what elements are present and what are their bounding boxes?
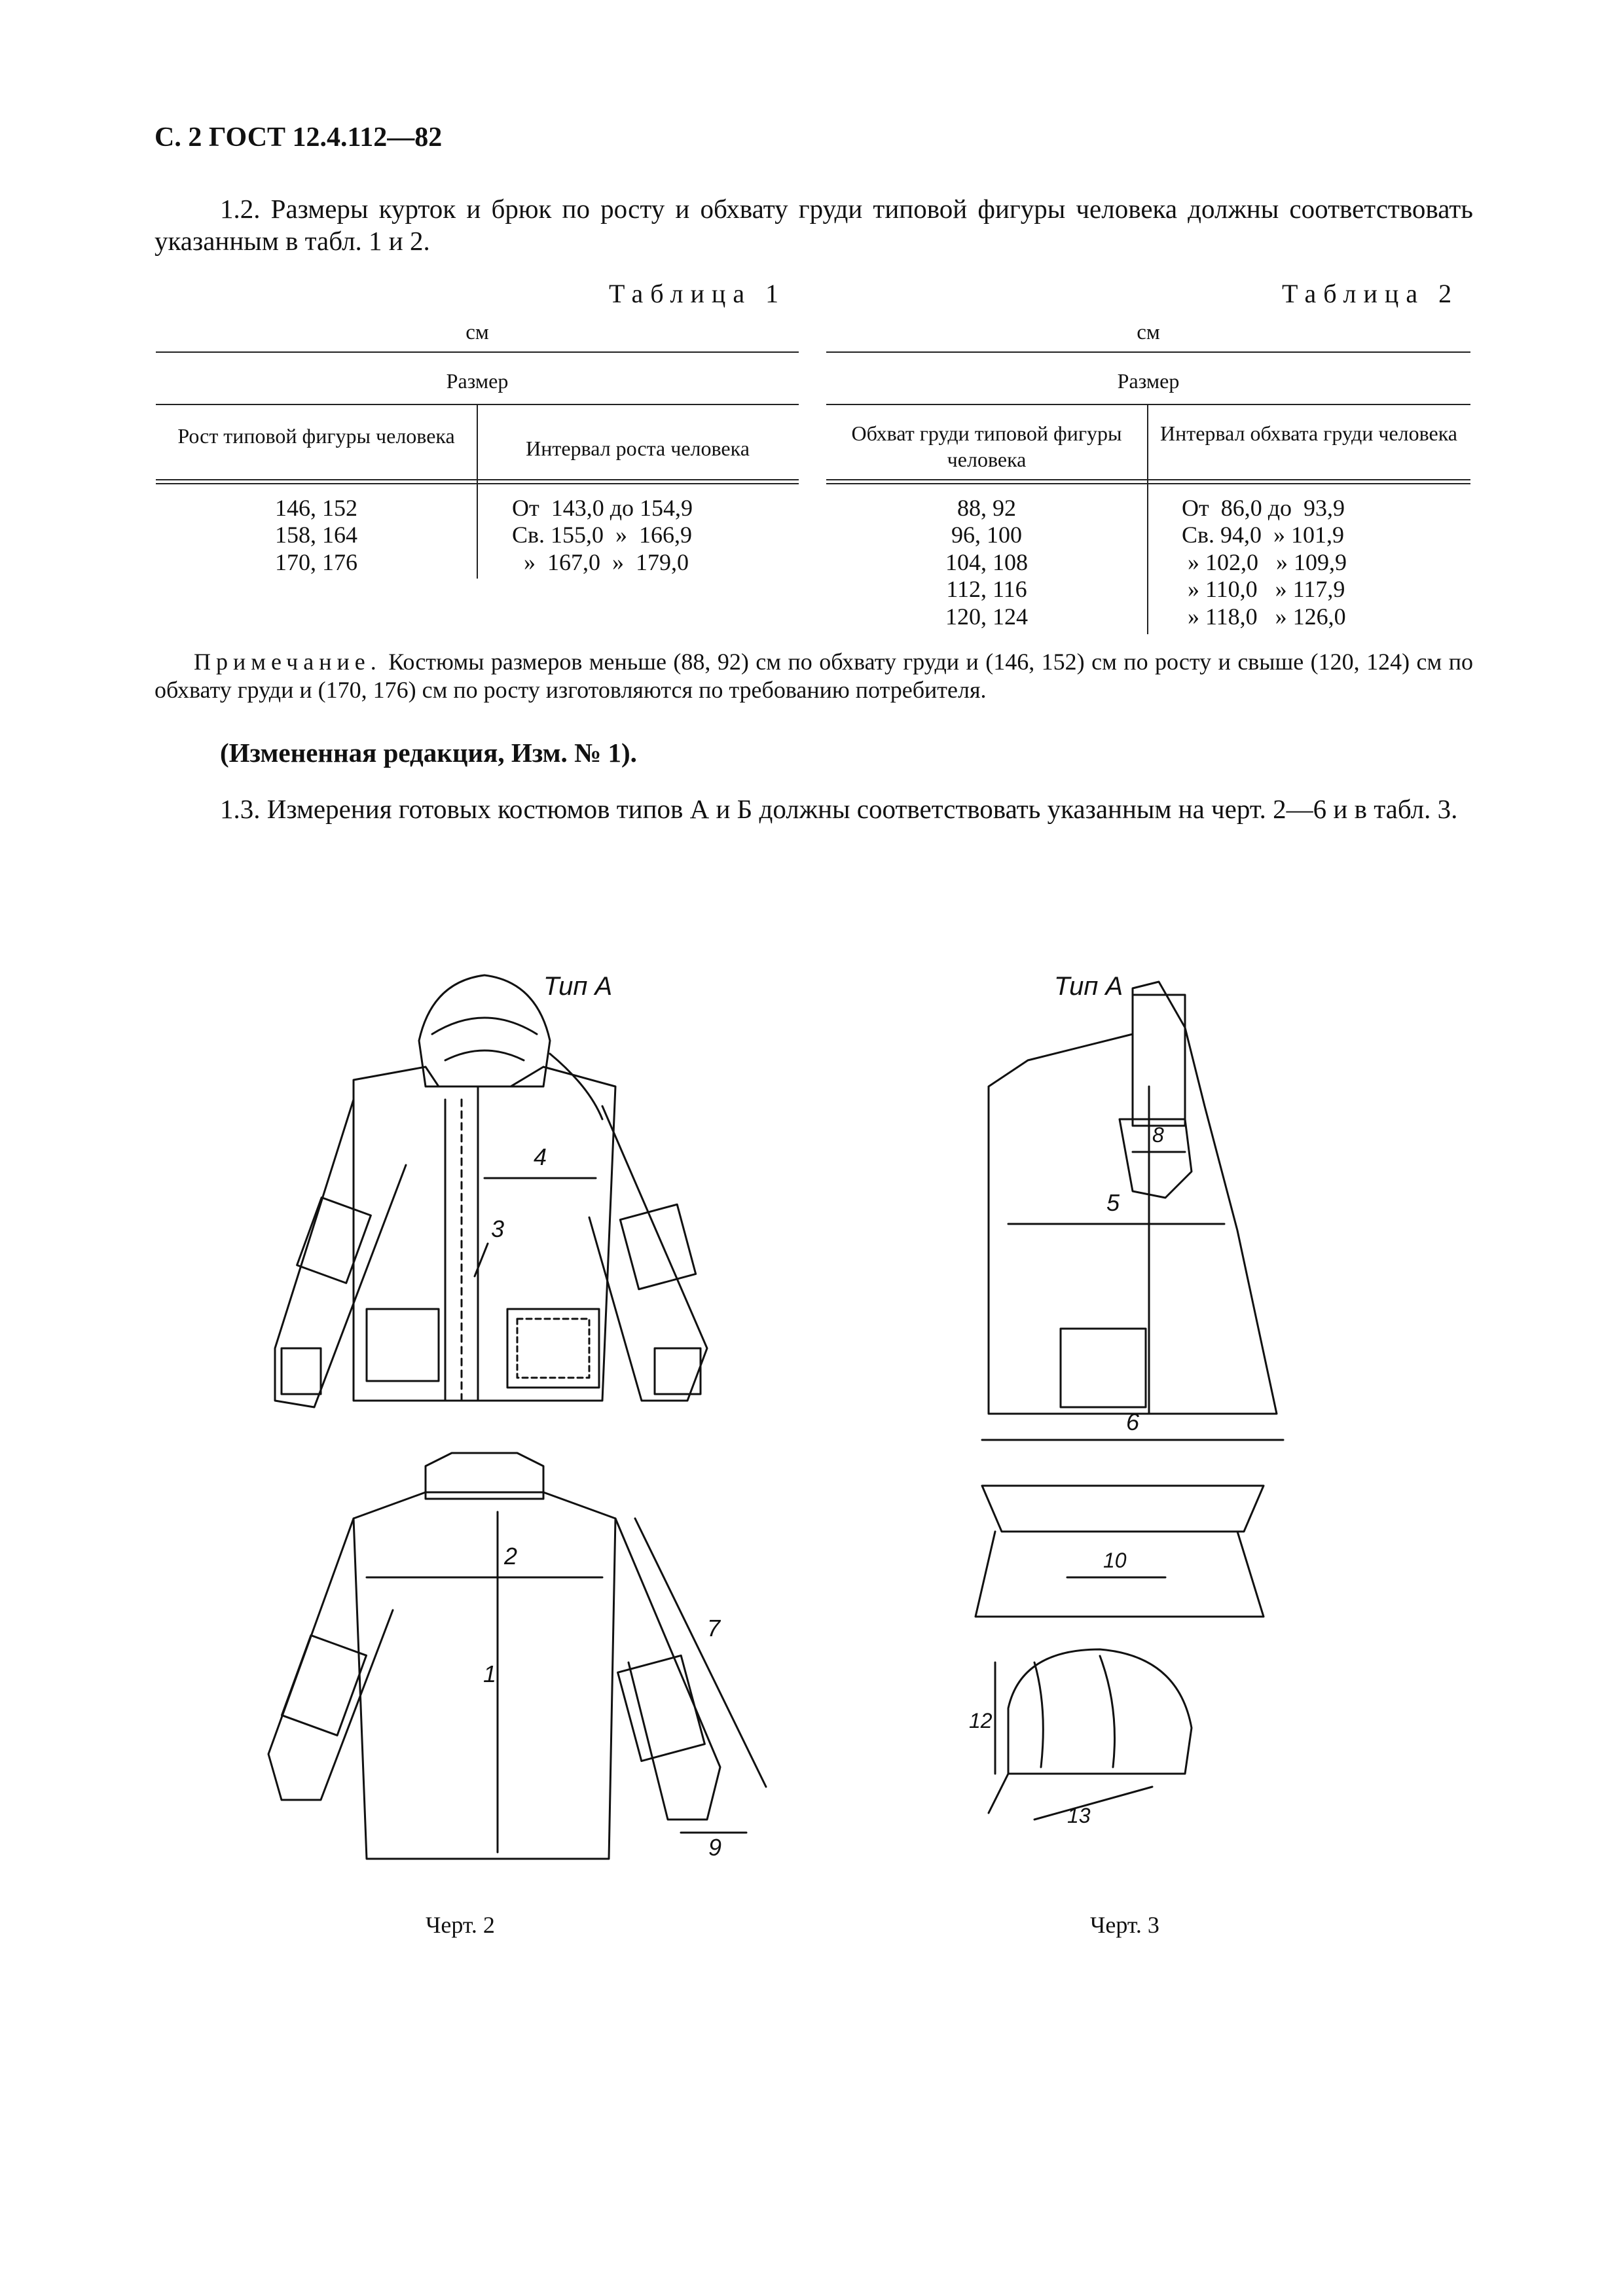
dim-label-12: 12: [969, 1709, 993, 1732]
jacket-front-body: [354, 1067, 615, 1401]
table2-cell: 112, 116: [946, 576, 1027, 603]
pocket-left: [367, 1309, 439, 1381]
dim-line-7: [635, 1518, 766, 1787]
elbow-patch-left: [297, 1198, 371, 1283]
table1-cell: 170, 176: [275, 548, 357, 575]
figure3-type-label: Тип А: [1054, 972, 1123, 1001]
dim-line-13: [1034, 1787, 1152, 1820]
figure3-caption: Черт. 3: [1090, 1912, 1159, 1938]
table1-col2-header: Интервал роста человека: [526, 437, 750, 460]
table2-cell: 104, 108: [945, 548, 1028, 575]
table2-col2: [1182, 495, 1463, 630]
dim-label-1: 1: [483, 1660, 497, 1687]
table2-top-rule: [826, 351, 1470, 353]
table2-cell: 120, 124: [945, 603, 1028, 630]
figure2-caption: Черт. 2: [426, 1912, 495, 1938]
table2-col1-header: Обхват груди типовой фигуры человека: [851, 422, 1122, 471]
table1-divider: [477, 405, 478, 579]
table1-col1-header: Рост типовой фигуры человека: [177, 424, 455, 448]
table1-col1: [156, 495, 477, 576]
table2-col2-header: Интервал обхвата груди человека: [1159, 422, 1457, 445]
table1-group-header: Размер: [446, 369, 509, 393]
dim-label-10: 10: [1103, 1549, 1127, 1572]
table2-cell: » 118,0 » 126,0: [1182, 603, 1346, 630]
table1-cell: Св. 155,0 » 166,9: [512, 522, 693, 548]
back-elbow-patch-left: [282, 1636, 366, 1736]
hood-seam: [432, 1018, 537, 1034]
table1-cell: 158, 164: [275, 522, 357, 548]
dim-label-6: 6: [1126, 1408, 1140, 1435]
figure2-drawing: [236, 956, 838, 1872]
table2-unit: см: [1137, 321, 1160, 344]
table2-header-rule: [826, 479, 1470, 484]
leader-3: [475, 1244, 488, 1276]
table2-col1: [826, 495, 1147, 630]
page-header: С. 2 ГОСТ 12.4.112—82: [155, 122, 443, 152]
sleeve-back-left: [268, 1518, 393, 1800]
table2-cell: 96, 100: [951, 522, 1022, 548]
cuff-left: [282, 1348, 321, 1394]
table-note: [155, 648, 1473, 704]
pocket-stitch: [517, 1319, 589, 1378]
table1-col2: [512, 495, 793, 576]
hood-cord: [550, 1054, 602, 1119]
dim-label-7: 7: [707, 1615, 721, 1641]
dim-label-3: 3: [491, 1215, 505, 1242]
table2-cell: » 102,0 » 109,9: [1182, 548, 1347, 575]
belt-piece: [982, 1486, 1264, 1532]
hood-seam: [445, 1050, 524, 1060]
dim-label-4: 4: [534, 1143, 547, 1170]
note-label: Примечание.: [194, 649, 382, 675]
dim-label-8: 8: [1152, 1123, 1164, 1147]
table2-group-header: Размер: [1117, 369, 1180, 393]
table1-cell: » 167,0 » 179,0: [512, 548, 689, 575]
hood-cord: [989, 1774, 1008, 1813]
dim-label-2: 2: [504, 1543, 518, 1570]
elbow-patch-right: [620, 1204, 695, 1289]
table2-cell: 88, 92: [957, 495, 1016, 521]
hood-seam: [1034, 1662, 1043, 1767]
sleeve-left: [275, 1100, 406, 1407]
table1-header-rule: [156, 479, 799, 484]
table2-caption: Таблица 2: [1282, 279, 1459, 308]
figure3-drawing: [969, 956, 1329, 1859]
lining-piece: [976, 1532, 1264, 1617]
paragraph-1-2: 1.2. Размеры курток и брюк по росту и обхвату груди типовой фигуры человека должны соответствовать указанным в табл. 1 и 2.: [155, 194, 1473, 257]
table1-cell: 146, 152: [275, 495, 357, 521]
note-text: Костюмы размеров меньше (88, 92) см по обхвату груди и (146, 152) см по росту и свыше (120, 124) см по обхвату груди и (170, 176) см по росту изготовляются по требованию потребителя.: [155, 649, 1474, 704]
figure2-type-label: Тип А: [543, 972, 613, 1001]
table1-top-rule: [156, 351, 799, 353]
dim-label-9: 9: [708, 1834, 722, 1861]
amendment-note: (Измененная редакция, Изм. № 1).: [220, 738, 637, 768]
dim-label-5: 5: [1106, 1189, 1120, 1216]
dim-label-13: 13: [1067, 1804, 1091, 1827]
table2-cell: От 86,0 до 93,9: [1182, 495, 1345, 521]
table1-caption: Таблица 1: [609, 279, 786, 308]
side-pocket: [1061, 1329, 1146, 1407]
pocket-right: [507, 1309, 599, 1388]
table2-group-rule: [826, 404, 1470, 405]
table1-cell: От 143,0 до 154,9: [512, 495, 693, 521]
table2-divider: [1147, 405, 1148, 634]
table2-cell: » 110,0 » 117,9: [1182, 576, 1345, 603]
cuff-right: [655, 1348, 701, 1394]
hood-seam: [1100, 1656, 1115, 1767]
table2-cell: Св. 94,0 » 101,9: [1182, 522, 1345, 548]
table1-unit: см: [465, 321, 489, 344]
paragraph-1-3: 1.3. Измерения готовых костюмов типов А и Б должны соответствовать указанным на черт. 2—6 и в табл. 3.: [220, 794, 1458, 824]
